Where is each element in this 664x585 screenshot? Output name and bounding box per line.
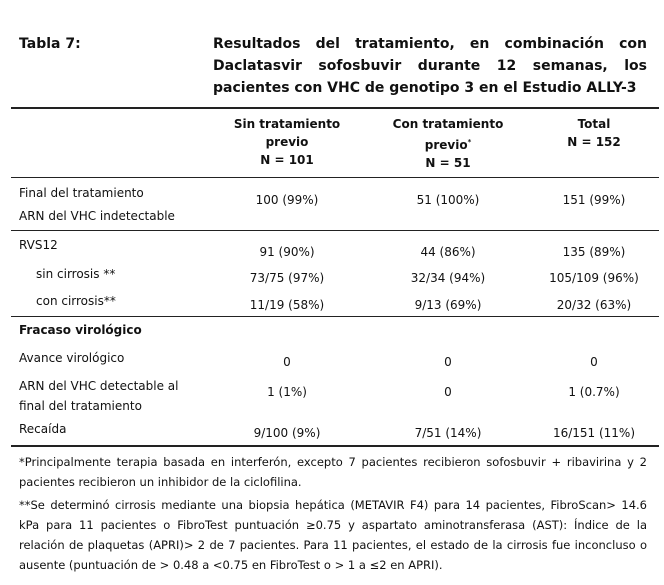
- table-cell: 73/75 (97%): [249, 271, 325, 285]
- footnote: *Principalmente terapia basada en interferón, excepto 7 pacientes recibieron sofosbuvir + ribavirina y 2 pacientes recibieron un inhibidor de la ciclofilina.: [19, 455, 647, 489]
- row-label: Recaída: [19, 422, 67, 436]
- column-header-total: [524, 115, 664, 151]
- table-cell: 1 (0.7%): [568, 385, 620, 399]
- footnote: **Se determinó cirrosis mediante una biopsia hepática (METAVIR F4) para 14 pacientes, FibroScan> 14.6 kPa para 11 pacientes o FibroTest puntuación ≥0.75 y aspartato aminotransferasa (AST): Índice de la relación de plaquetas (APRI)> 2 de 7 pacientes. Para 11 pacientes, el estado de la cirrosis fue inconcluso o ausente (puntuación de > 0.48 a <0.75 en FibroTest o > 1 a ≤2 en APRI).: [19, 498, 647, 572]
- row-rule: [11, 230, 659, 231]
- table-cell: 105/109 (96%): [549, 271, 639, 285]
- table-cell: 135 (89%): [562, 245, 626, 259]
- column-header-treatment-experienced: [378, 115, 518, 172]
- table-title: Resultados del tratamiento, en combinación con Daclatasvir sofosbuvir durante 12 semanas, los pacientes con VHC de genotipo 3 en el Estudio ALLY-3: [213, 36, 647, 96]
- table-cell: 9/100 (9%): [253, 426, 321, 440]
- table-cell: 16/151 (11%): [552, 426, 636, 440]
- table-cell: 20/32 (63%): [556, 298, 632, 312]
- row-label: final del tratamiento: [19, 399, 142, 413]
- column-header-line: Total: [577, 117, 611, 131]
- table-label: Tabla 7:: [19, 36, 81, 52]
- column-header-line: previo*: [424, 138, 472, 152]
- column-header-n: N = 51: [425, 156, 471, 170]
- table-cell: 9/13 (69%): [414, 298, 482, 312]
- column-header-line: Sin tratamiento: [233, 117, 341, 131]
- row-label: con cirrosis**: [36, 294, 116, 308]
- row-label: Final del tratamiento: [19, 186, 144, 200]
- footnote-marker: *: [467, 138, 472, 146]
- table-cell: 100 (99%): [255, 193, 319, 207]
- row-rule: [11, 316, 659, 317]
- column-header-treatment-naive: [217, 115, 357, 169]
- column-header-line: previo: [265, 135, 309, 149]
- bottom-rule: [11, 445, 659, 447]
- column-header-line: Con tratamiento: [392, 117, 504, 131]
- section-label: Fracaso virológico: [19, 323, 142, 337]
- column-header-n: N = 152: [567, 135, 621, 149]
- table-cell: 0: [444, 385, 452, 399]
- column-header-n: N = 101: [260, 153, 314, 167]
- header-rule: [11, 177, 659, 178]
- table-cell: 1 (1%): [267, 385, 307, 399]
- row-label: Avance virológico: [19, 351, 125, 365]
- row-label: RVS12: [19, 238, 58, 252]
- row-label: ARN del VHC detectable al: [19, 379, 179, 393]
- row-label: sin cirrosis **: [36, 267, 116, 281]
- top-rule: [11, 107, 659, 109]
- table-cell: 0: [283, 355, 291, 369]
- table-cell: 7/51 (14%): [414, 426, 482, 440]
- table-cell: 32/34 (94%): [410, 271, 486, 285]
- table-cell: 0: [444, 355, 452, 369]
- table-cell: 51 (100%): [416, 193, 480, 207]
- table-cell: 151 (99%): [562, 193, 626, 207]
- table-cell: 91 (90%): [259, 245, 315, 259]
- table-cell: 11/19 (58%): [249, 298, 325, 312]
- table-cell: 44 (86%): [420, 245, 476, 259]
- table-cell: 0: [590, 355, 598, 369]
- row-label: ARN del VHC indetectable: [19, 209, 175, 223]
